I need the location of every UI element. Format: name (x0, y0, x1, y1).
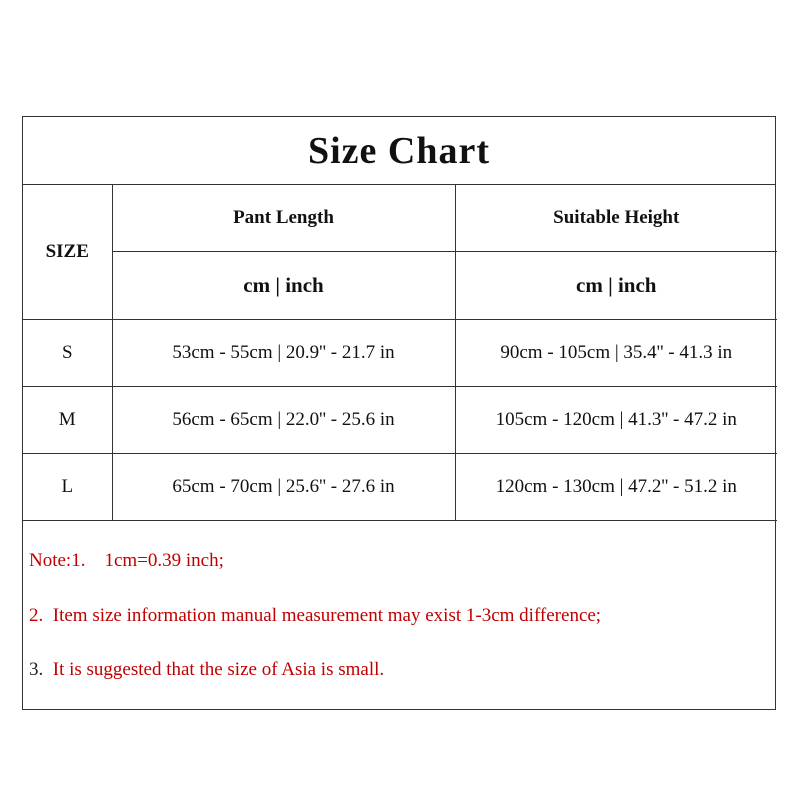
suitable-height-cell: 90cm - 105cm | 35.4'' - 41.3 in (455, 319, 777, 386)
size-table (23, 185, 777, 521)
suitable-height-unit: cm | inch (455, 251, 777, 319)
size-cell: L (23, 453, 112, 520)
note-3-text: It is suggested that the size of Asia is small. (43, 659, 385, 680)
pant-length-cell: 65cm - 70cm | 25.6'' - 27.6 in (112, 453, 455, 520)
note-1: Note:1. 1cm=0.39 inch; (29, 550, 224, 571)
suitable-height-cell: 120cm - 130cm | 47.2'' - 51.2 in (455, 453, 777, 520)
size-cell: S (23, 319, 112, 386)
note-3 (29, 659, 384, 681)
note-2: 2. Item size information manual measurement may exist 1-3cm difference; (29, 605, 602, 626)
size-chart-frame (22, 116, 776, 710)
size-header: SIZE (23, 185, 112, 319)
table-row (23, 386, 777, 453)
suitable-height-header: Suitable Height (455, 185, 777, 251)
pant-length-header: Pant Length (112, 185, 455, 251)
note-3-number: 3. (29, 659, 44, 680)
pant-length-cell: 53cm - 55cm | 20.9'' - 21.7 in (112, 319, 455, 386)
pant-length-cell: 56cm - 65cm | 22.0'' - 25.6 in (112, 386, 455, 453)
header-row (23, 185, 777, 251)
pant-length-unit: cm | inch (112, 251, 455, 319)
table-row (23, 453, 777, 520)
size-cell: M (23, 386, 112, 453)
suitable-height-cell: 105cm - 120cm | 41.3'' - 47.2 in (455, 386, 777, 453)
table-row (23, 319, 777, 386)
unit-row (23, 251, 777, 319)
notes-section (23, 523, 775, 710)
chart-title: Size Chart (23, 117, 775, 185)
